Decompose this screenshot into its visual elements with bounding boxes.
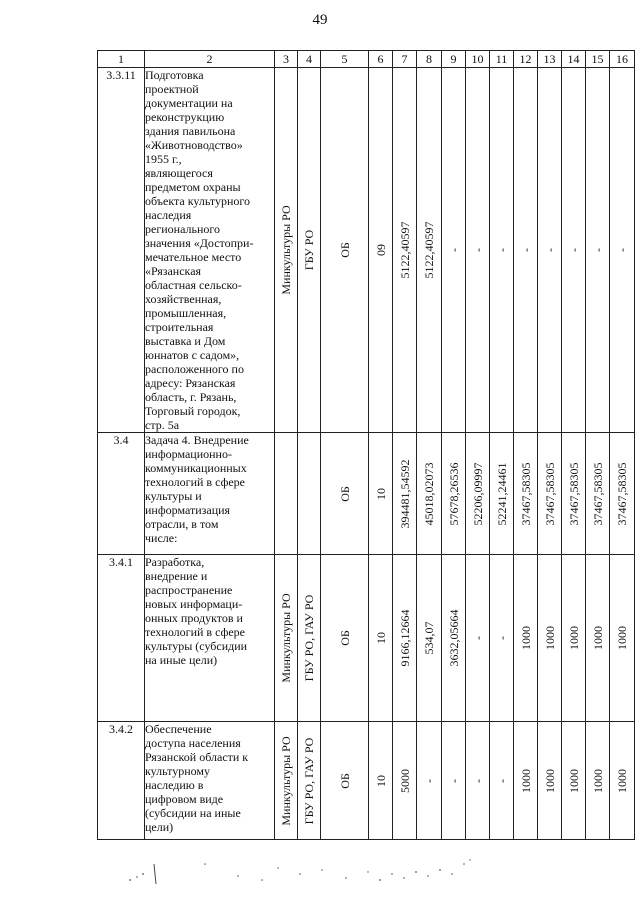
amount-cell: - bbox=[466, 555, 490, 722]
row-description: Задача 4. Внедрение информационно- коммуникационных технологий в сфере культуры и информатизация отрасли, в том числе: bbox=[145, 433, 275, 555]
amount-cell: 1000 bbox=[514, 722, 538, 840]
code-cell: 09 bbox=[369, 68, 393, 433]
column-header: 14 bbox=[562, 51, 586, 68]
column-header: 12 bbox=[514, 51, 538, 68]
amount-cell: 45018,02073 bbox=[417, 433, 442, 555]
responsible-executor-cell bbox=[275, 433, 298, 555]
amount-cell: 3632,05664 bbox=[442, 555, 466, 722]
amount-cell: 1000 bbox=[610, 722, 635, 840]
amount-cell: - bbox=[466, 68, 490, 433]
column-header: 8 bbox=[417, 51, 442, 68]
participant-cell: ГБУ РО bbox=[298, 68, 321, 433]
row-number: 3.4 bbox=[98, 433, 145, 555]
amount-cell: 52241,24461 bbox=[490, 433, 514, 555]
responsible-executor-cell: Минкультуры РО bbox=[275, 722, 298, 840]
column-header: 13 bbox=[538, 51, 562, 68]
column-header: 11 bbox=[490, 51, 514, 68]
funding-source-cell: ОБ bbox=[321, 555, 369, 722]
amount-cell: - bbox=[514, 68, 538, 433]
row-number: 3.3.11 bbox=[98, 68, 145, 433]
amount-cell: 1000 bbox=[562, 555, 586, 722]
code-cell: 10 bbox=[369, 722, 393, 840]
column-header: 10 bbox=[466, 51, 490, 68]
amount-cell: - bbox=[562, 68, 586, 433]
amount-cell: 52206,09997 bbox=[466, 433, 490, 555]
column-header: 15 bbox=[586, 51, 610, 68]
header-row bbox=[98, 51, 635, 68]
amount-cell: 37467,58305 bbox=[610, 433, 635, 555]
column-header: 4 bbox=[298, 51, 321, 68]
amount-cell: 1000 bbox=[610, 555, 635, 722]
amount-cell: - bbox=[490, 722, 514, 840]
amount-cell: - bbox=[586, 68, 610, 433]
amount-cell: - bbox=[417, 722, 442, 840]
row-number: 3.4.2 bbox=[98, 722, 145, 840]
table-row bbox=[98, 722, 635, 840]
table-row bbox=[98, 555, 635, 722]
amount-cell: 5122,40597 bbox=[393, 68, 417, 433]
amount-cell: 57678,26536 bbox=[442, 433, 466, 555]
row-description: Подготовка проектной документации на реконструкцию здания павильона «Животноводство» 1955 г., являющегося предметом охраны объекта культурного наследия регионального значения «Достопри- мечательное место «Рязанская областная сельско- хозяйственная, промышленная, строительная выставка и Дом юннатов с садом», расположенного по адресу: Рязанская область, г. Рязань, Торговый городок, стр. 5а bbox=[145, 68, 275, 433]
amount-cell: - bbox=[442, 722, 466, 840]
column-header: 5 bbox=[321, 51, 369, 68]
participant-cell bbox=[298, 433, 321, 555]
column-header: 3 bbox=[275, 51, 298, 68]
column-header: 2 bbox=[145, 51, 275, 68]
code-cell: 10 bbox=[369, 555, 393, 722]
amount-cell: - bbox=[490, 68, 514, 433]
amount-cell: 1000 bbox=[538, 722, 562, 840]
amount-cell: 9166,12664 bbox=[393, 555, 417, 722]
amount-cell: - bbox=[538, 68, 562, 433]
amount-cell: 37467,58305 bbox=[562, 433, 586, 555]
page-number: 49 bbox=[312, 12, 328, 28]
row-description: Обеспечение доступа населения Рязанской области к культурному наследию в цифровом виде (субсидии на иные цели) bbox=[145, 722, 275, 840]
participant-cell: ГБУ РО, ГАУ РО bbox=[298, 722, 321, 840]
responsible-executor-cell: Минкультуры РО bbox=[275, 68, 298, 433]
scan-noise bbox=[0, 850, 640, 905]
amount-cell: 37467,58305 bbox=[586, 433, 610, 555]
budget-table bbox=[97, 50, 635, 840]
amount-cell: 534,07 bbox=[417, 555, 442, 722]
amount-cell: - bbox=[442, 68, 466, 433]
amount-cell: - bbox=[490, 555, 514, 722]
funding-source-cell: ОБ bbox=[321, 68, 369, 433]
row-number: 3.4.1 bbox=[98, 555, 145, 722]
column-header: 1 bbox=[98, 51, 145, 68]
amount-cell: - bbox=[466, 722, 490, 840]
column-header: 6 bbox=[369, 51, 393, 68]
table-row bbox=[98, 68, 635, 433]
amount-cell: 37467,58305 bbox=[538, 433, 562, 555]
amount-cell: 1000 bbox=[562, 722, 586, 840]
column-header: 16 bbox=[610, 51, 635, 68]
amount-cell: 394481,54592 bbox=[393, 433, 417, 555]
column-header: 7 bbox=[393, 51, 417, 68]
amount-cell: 1000 bbox=[586, 555, 610, 722]
amount-cell: 37467,58305 bbox=[514, 433, 538, 555]
code-cell: 10 bbox=[369, 433, 393, 555]
amount-cell: 5000 bbox=[393, 722, 417, 840]
funding-source-cell: ОБ bbox=[321, 722, 369, 840]
responsible-executor-cell: Минкультуры РО bbox=[275, 555, 298, 722]
participant-cell: ГБУ РО, ГАУ РО bbox=[298, 555, 321, 722]
amount-cell: 1000 bbox=[586, 722, 610, 840]
amount-cell: - bbox=[610, 68, 635, 433]
amount-cell: 1000 bbox=[538, 555, 562, 722]
column-header: 9 bbox=[442, 51, 466, 68]
amount-cell: 5122,40597 bbox=[417, 68, 442, 433]
amount-cell: 1000 bbox=[514, 555, 538, 722]
funding-source-cell: ОБ bbox=[321, 433, 369, 555]
row-description: Разработка, внедрение и распространение новых информаци- онных продуктов и технологий в сфере культуры (субсидии на иные цели) bbox=[145, 555, 275, 722]
table-row bbox=[98, 433, 635, 555]
